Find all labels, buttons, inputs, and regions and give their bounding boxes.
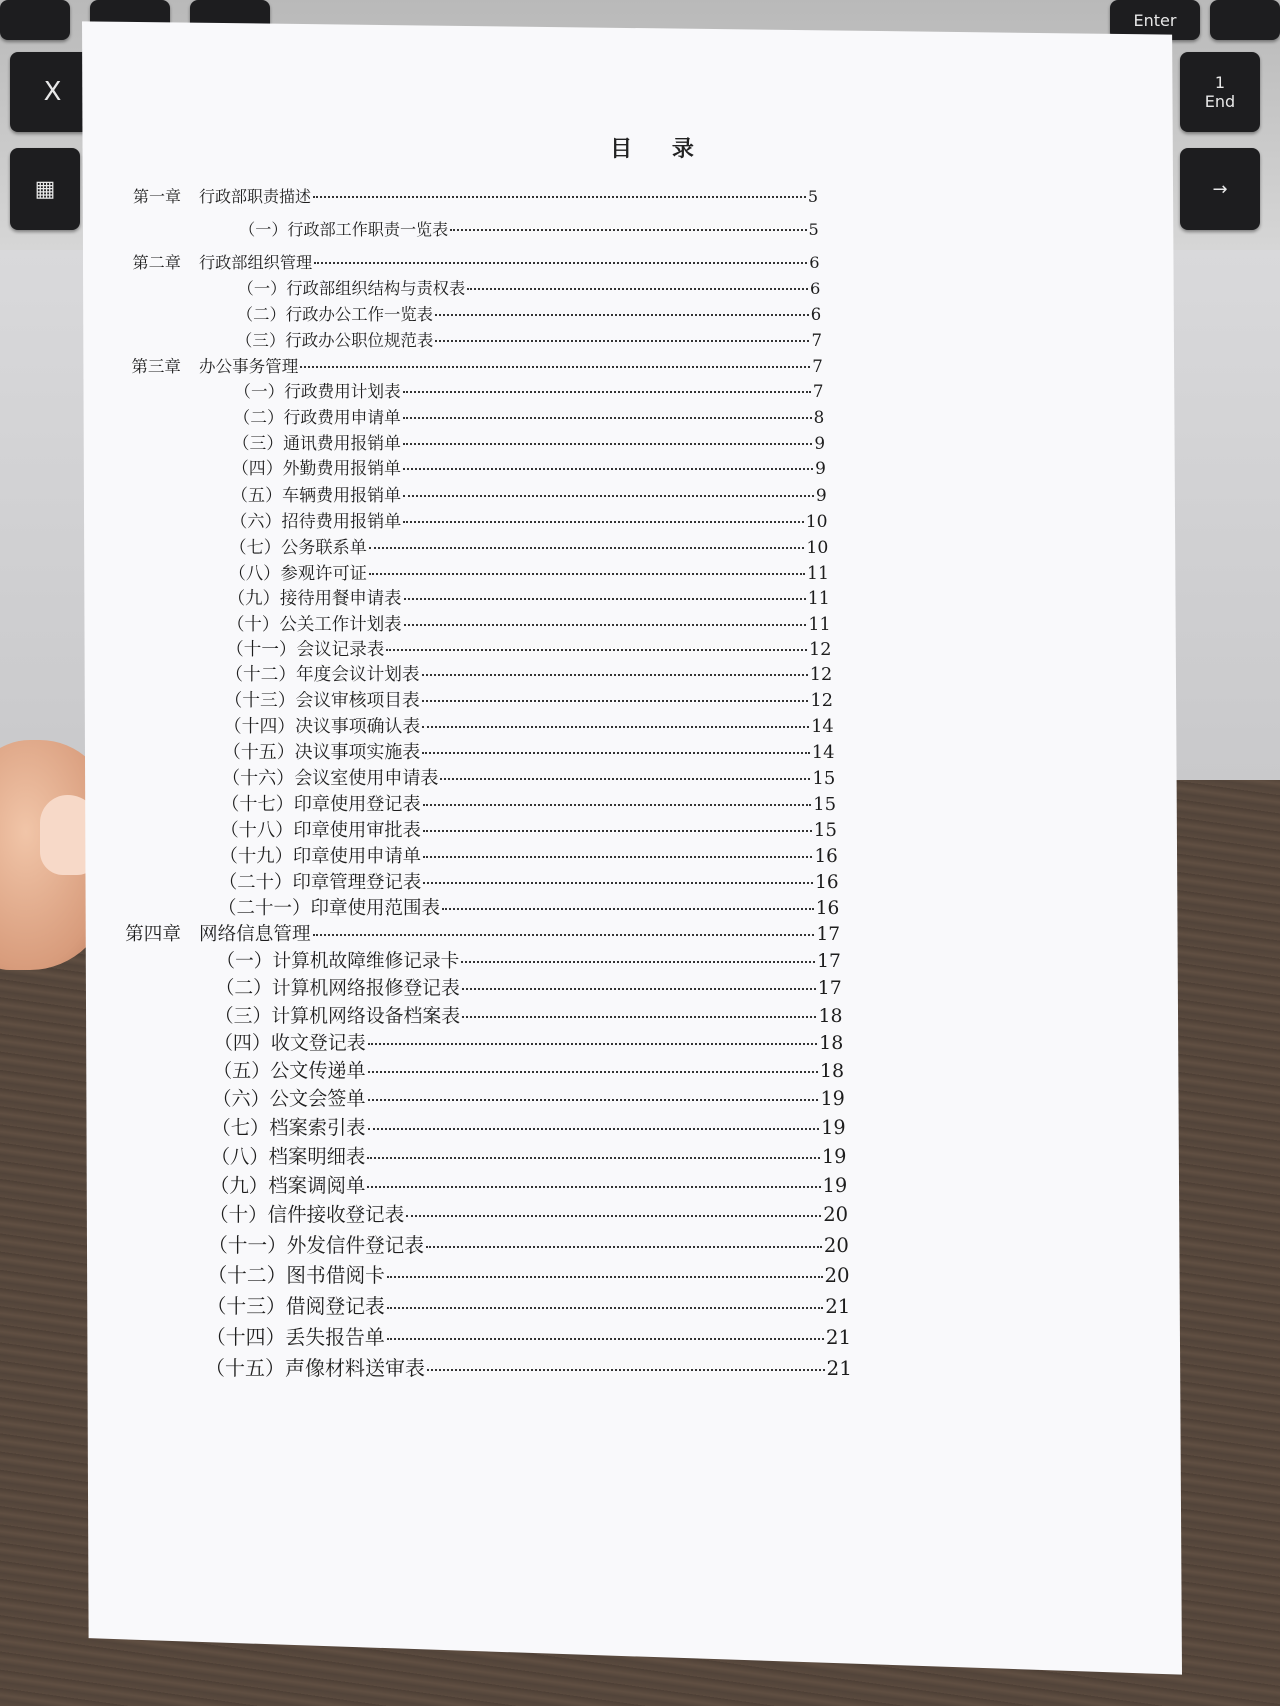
toc-entry-label: （十二）图书借阅卡 — [207, 1264, 385, 1287]
toc-entry-label: （三）行政办公职位规范表 — [235, 331, 434, 350]
toc-page-number: 19 — [820, 1087, 845, 1110]
toc-dot-leader — [423, 830, 812, 832]
toc-entry-title — [216, 946, 459, 973]
toc-section-entry — [218, 894, 839, 920]
toc-entry-label: （二）计算机网络报修登记表 — [215, 978, 460, 999]
toc-dot-leader — [461, 961, 815, 963]
x-key-label: X — [43, 77, 62, 107]
toc-dot-leader — [450, 229, 806, 231]
toc-page-number: 17 — [816, 924, 841, 945]
toc-page-number: 9 — [815, 486, 827, 506]
toc-dot-leader — [422, 726, 809, 728]
toc-entry-title — [211, 1141, 366, 1169]
toc-entry-label: （二十）印章管理登记表 — [218, 872, 422, 893]
toc-entry-label: （五）车辆费用报销单 — [231, 486, 402, 506]
toc-dot-leader — [403, 443, 812, 445]
toc-section-entry — [208, 1229, 849, 1258]
toc-page-number: 15 — [813, 794, 837, 815]
toc-entry-title — [205, 1352, 425, 1381]
toc-entry-label: （七）公务联系单 — [229, 538, 367, 558]
toc-dot-leader — [467, 288, 808, 290]
toc-section-entry — [231, 481, 827, 506]
toc-entry-title — [214, 1028, 366, 1055]
toc-entry-label: （十三）会议审核项目表 — [224, 691, 420, 711]
toc-page-number: 9 — [815, 458, 826, 478]
toc-entry-label: （二）行政办公工作一览表 — [236, 305, 434, 324]
toc-entry-title — [233, 404, 400, 428]
toc-section-entry — [216, 946, 841, 973]
toc-section-entry — [226, 636, 831, 661]
toc-page-number: 18 — [818, 1005, 843, 1027]
toc-entry-title — [236, 327, 433, 351]
toc-entry-title — [220, 842, 421, 868]
toc-dot-leader — [423, 856, 812, 858]
toc-entry-label: 行政部职责描述 — [199, 187, 312, 206]
toc-section-entry — [230, 507, 827, 532]
toc-entry-label: （十一）会议记录表 — [226, 640, 385, 660]
toc-page-number: 16 — [815, 872, 839, 893]
toc-dot-leader — [426, 1246, 822, 1248]
keyboard-key — [1210, 0, 1280, 40]
toc-page-number: 15 — [812, 768, 836, 789]
toc-entry-title — [230, 507, 401, 532]
toc-section-entry — [234, 378, 823, 402]
toc-entry-title — [228, 584, 402, 609]
toc-chapter-number: 第三章 — [131, 357, 181, 376]
toc-entry-title — [229, 559, 367, 584]
toc-section-entry — [233, 430, 825, 454]
toc-entry-label: （十）公关工作计划表 — [226, 615, 402, 635]
toc-entry-label: （十）信件接收登记表 — [209, 1203, 405, 1226]
toc-chapter-number: 第一章 — [133, 187, 182, 206]
toc-section-entry — [228, 584, 830, 609]
toc-section-entry — [216, 973, 842, 1000]
toc-page-number: 10 — [806, 538, 829, 558]
toc-entry-label: （五）公文传递单 — [213, 1060, 366, 1082]
toc-entry-label: （六）招待费用报销单 — [230, 512, 402, 532]
toc-page-number: 20 — [823, 1203, 849, 1226]
toc-page-number: 11 — [807, 564, 830, 584]
toc-dot-leader — [422, 674, 808, 676]
toc-entry-label: （六）公文会签单 — [212, 1087, 366, 1110]
toc-dot-leader — [423, 804, 811, 806]
toc-entry-title — [125, 920, 310, 946]
toc-entry-label: （一）行政部工作职责一览表 — [239, 220, 449, 239]
toc-dot-leader — [367, 1186, 820, 1188]
toc-dot-leader — [404, 598, 806, 600]
toc-dot-leader — [403, 495, 814, 497]
toc-page-number: 16 — [814, 846, 838, 867]
toc-dot-leader — [387, 1307, 823, 1309]
toc-entry-label: （十四）丢失报告单 — [205, 1326, 385, 1349]
toc-dot-leader — [423, 882, 813, 884]
toc-entry-title — [210, 1170, 366, 1198]
toc-section-entry — [223, 738, 835, 764]
toc-entry-label: （十九）印章使用申请单 — [219, 846, 422, 867]
toc-dot-leader — [422, 700, 809, 702]
toc-section-entry — [225, 661, 832, 686]
toc-dot-leader — [435, 340, 809, 342]
toc-page-number: 6 — [810, 279, 821, 298]
toc-page-number: 9 — [814, 433, 826, 453]
toc-entry-label: （十六）会议室使用申请表 — [222, 768, 439, 789]
toc-page-number: 10 — [805, 512, 828, 532]
toc-page-number: 8 — [813, 407, 825, 427]
toc-entry-label: （十二）年度会议计划表 — [225, 665, 420, 685]
toc-entry-title — [226, 636, 384, 661]
toc-page-number: 5 — [808, 220, 819, 239]
toc-section-entry — [239, 216, 819, 240]
toc-dot-leader — [367, 1157, 820, 1159]
toc-dot-leader — [313, 196, 806, 198]
toc-page-number: 11 — [808, 615, 831, 635]
toc-page-number: 12 — [809, 665, 833, 685]
toc-page-number: 14 — [811, 716, 834, 737]
toc-page-number: 7 — [811, 331, 822, 350]
toc-page-number: 21 — [825, 1295, 851, 1318]
end-key-number: 1 — [1214, 73, 1226, 92]
toc-dot-leader — [442, 908, 814, 910]
toc-page-number: 6 — [809, 253, 820, 272]
toc-page-number: 21 — [826, 1356, 852, 1380]
toc-page-number: 5 — [807, 187, 818, 206]
toc-dot-leader — [368, 1099, 819, 1101]
toc-entry-title — [216, 973, 460, 1000]
toc-dot-leader — [369, 547, 804, 549]
toc-chapter-entry — [125, 920, 840, 946]
toc-dot-leader — [462, 988, 816, 990]
toc-entry-label: （八）参观许可证 — [228, 564, 367, 584]
toc-dot-leader — [427, 1369, 825, 1371]
toc-dot-leader — [300, 366, 810, 368]
toc-page-number: 11 — [807, 589, 830, 609]
toc-section-entry — [212, 1084, 845, 1111]
toc-dot-leader — [368, 1071, 818, 1073]
toc-entry-title — [219, 868, 421, 894]
toc-entry-label: （十三）借阅登记表 — [206, 1295, 385, 1318]
toc-entry-title — [133, 184, 311, 207]
toc-entry-title — [207, 1290, 385, 1319]
toc-entry-title — [229, 533, 367, 558]
toc-section-entry — [238, 275, 821, 299]
toc-dot-leader — [462, 1016, 816, 1018]
toc-dot-leader — [406, 1215, 821, 1217]
toc-dot-leader — [435, 314, 809, 316]
toc-entry-label: （十七）印章使用登记表 — [221, 794, 421, 815]
toc-dot-leader — [314, 262, 807, 264]
toc-entry-label: （十一）外发信件登记表 — [208, 1234, 424, 1257]
toc-entry-label: （九）档案调阅单 — [209, 1174, 366, 1197]
toc-entry-title — [132, 249, 312, 273]
toc-entry-label: 办公事务管理 — [198, 357, 299, 376]
toc-entry-label: （九）接待用餐申请表 — [227, 589, 402, 609]
toc-entry-title — [223, 738, 420, 764]
toc-entry-title — [206, 1321, 385, 1350]
toc-entry-title — [227, 610, 402, 635]
toc-chapter-entry — [133, 184, 818, 207]
toc-entry-title — [213, 1056, 365, 1083]
toc-dot-leader — [403, 521, 803, 523]
toc-chapter-number: 第二章 — [132, 253, 181, 272]
toc-dot-leader — [368, 1043, 817, 1045]
toc-page-number: 12 — [809, 640, 832, 660]
toc-dot-leader — [403, 391, 811, 393]
toc-section-entry — [207, 1290, 851, 1319]
toc-entry-label: （十八）印章使用审批表 — [220, 820, 421, 841]
toc-section-entry — [209, 1199, 848, 1227]
toc-section-entry — [227, 610, 831, 635]
toc-section-entry — [233, 404, 824, 428]
toc-chapter-entry — [131, 353, 822, 377]
right-arrow-icon: → — [1212, 178, 1228, 200]
toc-chapter-entry — [132, 249, 819, 273]
toc-section-entry — [211, 1141, 847, 1169]
toc-section-entry — [236, 327, 822, 351]
toc-section-entry — [229, 559, 829, 584]
toc-entry-title — [207, 1259, 384, 1288]
toc-page-number: 15 — [813, 820, 837, 841]
toc-entry-title — [238, 275, 466, 299]
toc-entry-title — [232, 455, 401, 479]
toc-entry-label: （八）档案明细表 — [210, 1145, 366, 1168]
toc-dot-leader — [369, 573, 805, 575]
toc-section-entry — [212, 1112, 846, 1140]
toc-entry-label: 网络信息管理 — [198, 924, 311, 945]
end-key-label: End — [1204, 92, 1236, 111]
toc-section-entry — [237, 301, 821, 325]
toc-dot-leader — [387, 1276, 823, 1278]
toc-page-number: 12 — [810, 691, 834, 711]
toc-entry-label: （十五）声像材料送审表 — [205, 1356, 425, 1380]
toc-entry-label: （一）计算机故障维修记录卡 — [216, 951, 460, 972]
toc-entry-label: （一）行政费用计划表 — [234, 382, 401, 401]
toc-entry-title — [233, 430, 401, 454]
toc-section-entry — [224, 712, 834, 738]
toc-entry-label: （七）档案索引表 — [211, 1116, 366, 1139]
toc-entry-label: （二十一）印章使用范围表 — [218, 898, 441, 919]
toc-entry-title — [212, 1112, 366, 1140]
toc-entry-title — [237, 301, 433, 325]
toc-entry-title — [231, 481, 401, 506]
toc-section-entry — [215, 1001, 843, 1028]
toc-entry-title — [221, 790, 420, 816]
toc-entry-title — [218, 894, 440, 920]
toc-page-number: 20 — [824, 1264, 850, 1287]
windows-logo-icon: ▦ — [34, 176, 56, 202]
toc-section-entry — [225, 687, 833, 712]
toc-section-entry — [221, 790, 836, 816]
toc-entry-label: （三）通讯费用报销单 — [232, 433, 401, 453]
toc-dot-leader — [313, 934, 815, 936]
toc-section-entry — [205, 1352, 852, 1381]
toc-entry-title — [131, 353, 298, 377]
toc-section-entry — [210, 1170, 847, 1198]
toc-section-entry — [232, 455, 826, 479]
enter-key — [1110, 0, 1200, 40]
toc-entry-label: （十四）决议事项确认表 — [223, 716, 421, 737]
toc-entry-label: （十五）决议事项实施表 — [222, 742, 421, 763]
toc-page-number: 18 — [819, 1032, 844, 1054]
toc-chapter-number: 第四章 — [125, 924, 181, 945]
keyboard-key — [0, 0, 70, 40]
toc-dot-leader — [422, 752, 810, 754]
toc-entry-title — [215, 1001, 460, 1028]
toc-title: 目 录 — [610, 136, 710, 162]
toc-section-entry — [213, 1056, 844, 1083]
toc-section-entry — [207, 1259, 849, 1288]
toc-entry-label: 行政部组织管理 — [198, 253, 313, 272]
toc-page-number: 17 — [817, 978, 842, 999]
toc-dot-leader — [403, 417, 812, 419]
toc-entry-title — [209, 1199, 404, 1227]
toc-page-number: 7 — [812, 357, 823, 376]
toc-section-entry — [214, 1028, 843, 1055]
toc-entry-title — [239, 216, 448, 240]
toc-page-number: 19 — [822, 1174, 848, 1197]
toc-page-number: 21 — [825, 1326, 852, 1349]
toc-page-number: 17 — [817, 951, 841, 972]
toc-entry-title — [208, 1229, 424, 1258]
toc-entry-label: （三）计算机网络设备档案表 — [214, 1005, 461, 1027]
toc-dot-leader — [386, 649, 807, 651]
toc-page-number: 7 — [812, 382, 824, 401]
toc-dot-leader — [440, 778, 810, 780]
toc-dot-leader — [403, 468, 813, 470]
toc-entry-label: （四）外勤费用报销单 — [231, 458, 402, 478]
toc-entry-title — [220, 816, 420, 842]
toc-entry-title — [212, 1084, 365, 1111]
toc-entry-title — [224, 712, 420, 738]
toc-dot-leader — [368, 1128, 820, 1130]
end-key — [1180, 52, 1260, 132]
toc-page-number: 18 — [819, 1060, 845, 1082]
toc-dot-leader — [387, 1338, 824, 1340]
toc-page-number: 16 — [815, 898, 840, 919]
toc-entry-title — [234, 378, 400, 402]
toc-entry-title — [225, 687, 420, 712]
toc-section-entry — [220, 816, 837, 842]
toc-entry-label: （二）行政费用申请单 — [233, 407, 401, 427]
toc-page-number: 20 — [823, 1234, 849, 1257]
enter-key-label: Enter — [1133, 10, 1177, 30]
toc-section-entry — [219, 868, 839, 894]
toc-entry-label: （四）收文登记表 — [213, 1032, 366, 1054]
toc-entry-title — [222, 764, 438, 790]
toc-page-number: 19 — [821, 1116, 846, 1139]
toc-dot-leader — [404, 624, 807, 626]
toc-page-number: 6 — [810, 305, 822, 324]
toc-section-entry — [229, 533, 828, 558]
toc-section-entry — [220, 842, 838, 868]
toc-entry-label: （一）行政部组织结构与责权表 — [237, 279, 466, 298]
toc-page-number: 19 — [821, 1145, 847, 1168]
toc-section-entry — [206, 1321, 851, 1350]
toc-section-entry — [222, 764, 835, 790]
toc-entry-title — [225, 661, 419, 686]
toc-page-number: 14 — [811, 742, 835, 763]
